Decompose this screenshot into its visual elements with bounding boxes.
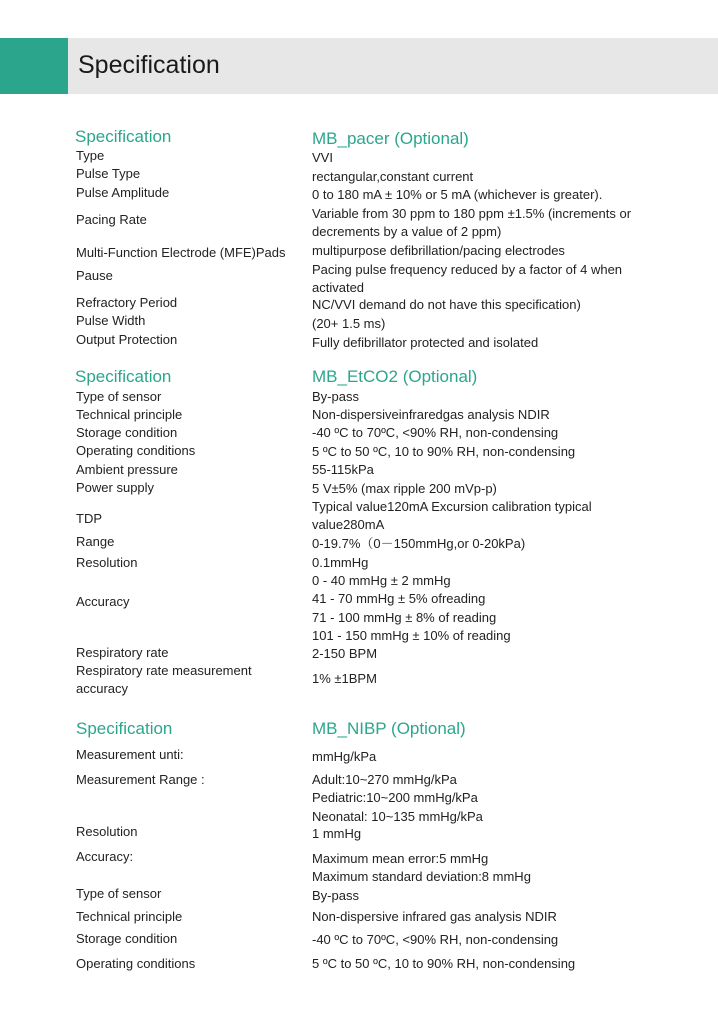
etco2-value-line: 2-150 BPM bbox=[312, 646, 378, 661]
pacer-row-value bbox=[312, 261, 652, 298]
pacer-value-line: decrements by a value of 2 ppm) bbox=[312, 224, 502, 240]
etco2-row-label: Storage condition bbox=[76, 425, 178, 440]
nibp-row-label: Resolution bbox=[76, 824, 138, 839]
pacer-row-value bbox=[312, 186, 652, 204]
etco2-row-label: TDP bbox=[76, 511, 102, 526]
nibp-value-line: Neonatal: 10~135 mmHg/kPa bbox=[312, 808, 483, 824]
page-title: Specification bbox=[78, 51, 220, 79]
nibp-row-value bbox=[312, 748, 652, 766]
etco2-value-line: 0-19.7%（0－150mmHg,or 0-20kPa) bbox=[312, 536, 526, 551]
nibp-row-label: Type of sensor bbox=[76, 886, 162, 901]
etco2-row-value bbox=[312, 443, 652, 461]
pacer-value-line: VVI bbox=[312, 150, 333, 165]
etco2-value-line: 71 - 100 mmHg ± 8% of reading bbox=[312, 609, 497, 625]
etco2-value-line: 5 ºC to 50 ºC, 10 to 90% RH, non-condensing bbox=[312, 444, 576, 459]
etco2-value-line: 0.1mmHg bbox=[312, 555, 369, 570]
nibp-value-line: Maximum mean error:5 mmHg bbox=[312, 851, 489, 866]
pacer-value-line: Fully defibrillator protected and isolated bbox=[312, 335, 539, 350]
etco2-value-line: 41 - 70 mmHg ± 5% ofreading bbox=[312, 591, 486, 607]
pacer-row-value bbox=[312, 315, 652, 333]
etco2-row-value bbox=[312, 670, 652, 688]
etco2-row-label: Respiratory rate measurement accuracy bbox=[76, 663, 252, 696]
etco2-value-line: 55-115kPa bbox=[312, 462, 374, 477]
pacer-row-label: Output Protection bbox=[76, 332, 178, 347]
etco2-row-label: Ambient pressure bbox=[76, 462, 178, 477]
etco2-row-value bbox=[312, 554, 652, 572]
nibp-value-line: -40 ºC to 70ºC, <90% RH, non-condensing bbox=[312, 932, 559, 947]
pacer-row-value bbox=[312, 205, 652, 242]
etco2-row-value bbox=[312, 388, 652, 406]
nibp-value-line: 5 ºC to 50 ºC, 10 to 90% RH, non-condensing bbox=[312, 956, 576, 971]
nibp-row-value bbox=[312, 850, 652, 887]
nibp-value-line: Maximum standard deviation:8 mmHg bbox=[312, 869, 531, 885]
etco2-row-value bbox=[312, 406, 652, 424]
pacer-row-label: Refractory Period bbox=[76, 295, 178, 310]
pacer-row-value bbox=[312, 242, 652, 260]
nibp-row-label: Operating conditions bbox=[76, 956, 196, 971]
nibp-row-value bbox=[312, 908, 652, 926]
etco2-value-line: Typical value120mA Excursion calibration typical bbox=[312, 499, 592, 514]
nibp-row-value bbox=[312, 955, 652, 973]
etco2-value-line: By-pass bbox=[312, 389, 359, 404]
etco2-value-line: value280mA bbox=[312, 517, 385, 533]
pacer-row-label: Pulse Amplitude bbox=[76, 185, 170, 200]
nibp-row-value bbox=[312, 771, 652, 826]
nibp-value-line: 1 mmHg bbox=[312, 826, 362, 841]
etco2-row-value bbox=[312, 572, 652, 646]
nibp-value-line: Non-dispersive infrared gas analysis NDIR bbox=[312, 909, 557, 924]
pacer-row-label: Pulse Width bbox=[76, 313, 146, 328]
pacer-value-line: multipurpose defibrillation/pacing electrodes bbox=[312, 243, 565, 258]
pacer-right-title: MB_pacer (Optional) bbox=[312, 129, 469, 148]
etco2-row-value bbox=[312, 498, 652, 535]
nibp-row-label: Technical principle bbox=[76, 909, 183, 924]
etco2-row-label: Respiratory rate bbox=[76, 645, 169, 660]
etco2-row-label: Power supply bbox=[76, 480, 155, 495]
etco2-row-label: Accuracy bbox=[76, 594, 130, 609]
nibp-row-value bbox=[312, 931, 652, 949]
nibp-row-label: Accuracy: bbox=[76, 849, 134, 864]
pacer-value-line: NC/VVI demand do not have this specification) bbox=[312, 297, 581, 312]
etco2-value-line: 1% ±1BPM bbox=[312, 671, 377, 686]
nibp-row-label: Storage condition bbox=[76, 931, 178, 946]
etco2-value-line: 0 - 40 mmHg ± 2 mmHg bbox=[312, 573, 451, 588]
etco2-row-label: Range bbox=[76, 534, 115, 549]
pacer-row-label: Pulse Type bbox=[76, 166, 141, 181]
pacer-row-label: Type bbox=[76, 148, 105, 163]
pacer-row-value bbox=[312, 149, 652, 167]
page-header bbox=[0, 38, 718, 94]
pacer-left-title: Specification bbox=[75, 127, 172, 146]
pacer-row-value bbox=[312, 334, 652, 352]
etco2-row-value bbox=[312, 535, 652, 553]
pacer-row-label: Pause bbox=[76, 268, 113, 283]
pacer-row-label: Pacing Rate bbox=[76, 212, 147, 227]
pacer-value-line: 0 to 180 mA ± 10% or 5 mA (whichever is greater). bbox=[312, 187, 603, 202]
etco2-row-value bbox=[312, 461, 652, 479]
etco2-row-value bbox=[312, 645, 652, 663]
nibp-row-value bbox=[312, 825, 652, 843]
nibp-value-line: Pediatric:10~200 mmHg/kPa bbox=[312, 790, 478, 806]
pacer-value-line: Variable from 30 ppm to 180 ppm ±1.5% (increments or bbox=[312, 206, 632, 221]
etco2-row-label: Technical principle bbox=[76, 407, 183, 422]
header-accent-bar bbox=[0, 38, 68, 94]
nibp-value-line: By-pass bbox=[312, 888, 359, 903]
nibp-left-title: Specification bbox=[76, 719, 173, 738]
etco2-row-label: Operating conditions bbox=[76, 443, 196, 458]
pacer-value-line: rectangular,constant current bbox=[312, 169, 474, 184]
nibp-row-value bbox=[312, 887, 652, 905]
nibp-row-label: Measurement Range : bbox=[76, 772, 205, 787]
etco2-row-label: Resolution bbox=[76, 555, 138, 570]
etco2-row-value bbox=[312, 480, 652, 498]
nibp-row-label: Measurement unti: bbox=[76, 747, 184, 762]
etco2-value-line: 101 - 150 mmHg ± 10% of reading bbox=[312, 628, 511, 644]
pacer-row-label: Multi-Function Electrode (MFE)Pads bbox=[76, 245, 286, 260]
etco2-value-line: -40 ºC to 70ºC, <90% RH, non-condensing bbox=[312, 425, 559, 440]
etco2-row-label: Type of sensor bbox=[76, 389, 162, 404]
pacer-value-line: (20+ 1.5 ms) bbox=[312, 316, 386, 331]
etco2-value-line: 5 V±5% (max ripple 200 mVp-p) bbox=[312, 481, 497, 496]
nibp-right-title: MB_NIBP (Optional) bbox=[312, 719, 466, 738]
pacer-row-value bbox=[312, 168, 652, 186]
pacer-value-line: Pacing pulse frequency reduced by a factor of 4 when bbox=[312, 262, 623, 277]
etco2-right-title: MB_EtCO2 (Optional) bbox=[312, 367, 478, 386]
etco2-left-title: Specification bbox=[75, 367, 172, 386]
etco2-row-value bbox=[312, 424, 652, 442]
pacer-value-line: activated bbox=[312, 280, 365, 296]
nibp-value-line: mmHg/kPa bbox=[312, 749, 377, 764]
pacer-row-value bbox=[312, 296, 652, 314]
etco2-value-line: Non-dispersiveinfraredgas analysis NDIR bbox=[312, 407, 550, 422]
nibp-value-line: Adult:10~270 mmHg/kPa bbox=[312, 772, 457, 787]
